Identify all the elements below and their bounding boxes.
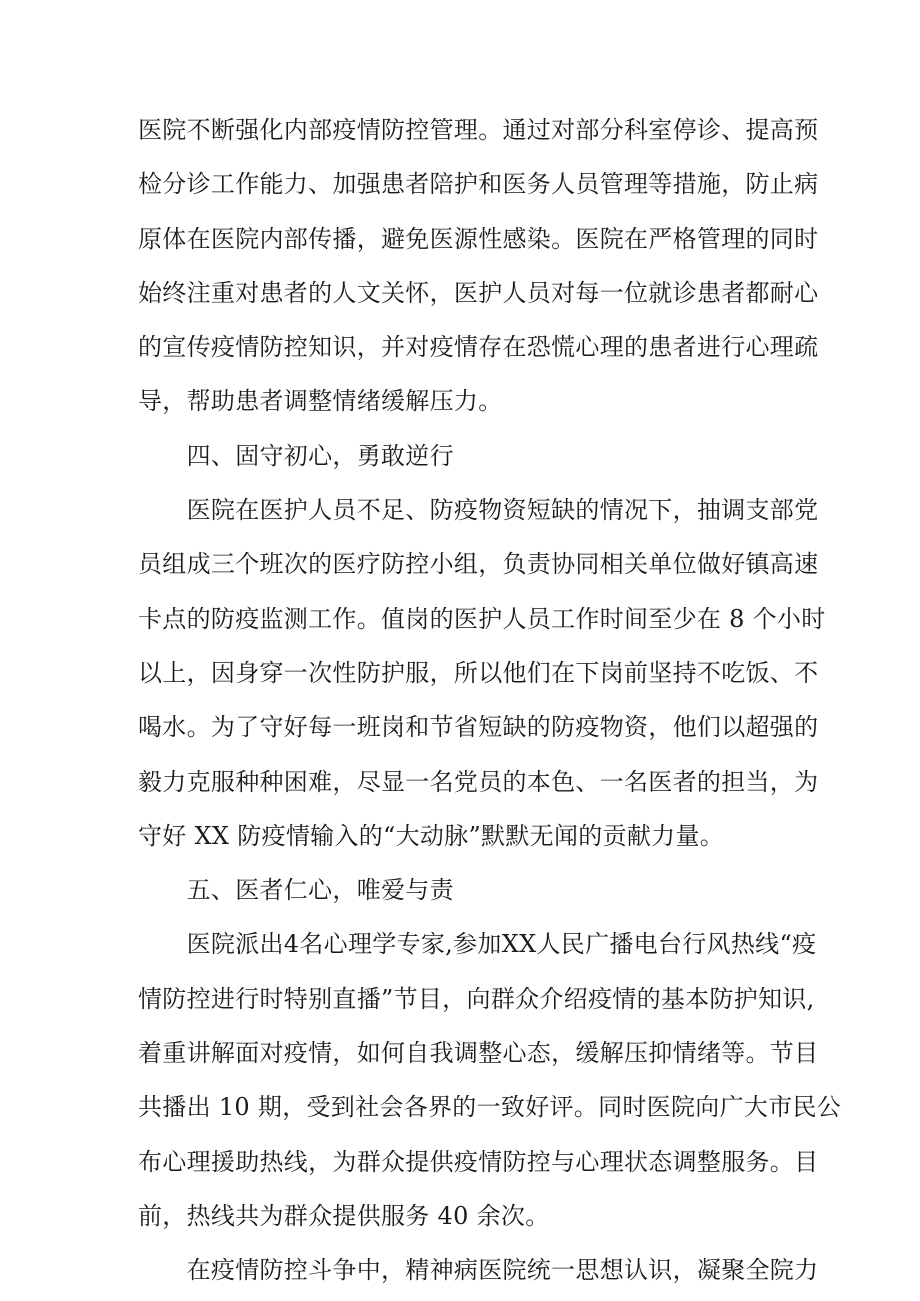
text-line: 以上，因身穿一次性防护服，所以他们在下岗前坚持不吃饭、不	[138, 658, 819, 687]
text-line: 员组成三个班次的医疗防控小组，负责协同相关单位做好镇高速	[138, 550, 819, 579]
paragraph-conclusion	[138, 1243, 819, 1297]
text-line: 在疫情防控斗争中，精神病医院统一思想认识，凝聚全院力	[138, 1256, 819, 1285]
text-line: 守好 XX 防疫情输入的“大动脉”默默无闻的贡献力量。	[138, 821, 725, 850]
text-line: 共播出 10 期，受到社会各界的一致好评。同时医院向广大市民公	[138, 1093, 842, 1122]
paragraph-infection-control	[138, 103, 819, 429]
paragraph-retrograde	[138, 483, 826, 863]
text-line: 喝水。为了守好每一班岗和节省短缺的防疫物资，他们以超强的	[138, 713, 819, 742]
text-line: 毅力克服种种困难，尽显一名党员的本色、一名医者的担当，为	[138, 767, 819, 796]
text-line: 医院不断强化内部疫情防控管理。通过对部分科室停诊、提高预	[138, 116, 819, 144]
text-line: 的宣传疫情防控知识，并对疫情存在恐慌心理的患者进行心理疏	[138, 333, 819, 362]
section-heading-five	[138, 863, 794, 917]
text-line: 检分诊工作能力、加强患者陪护和医务人员管理等措施，防止病	[138, 170, 819, 199]
text-line: 始终注重对患者的人文关怀，医护人员对每一位就诊患者都耐心	[138, 278, 819, 307]
text-line: 布心理援助热线，为群众提供疫情防控与心理状态调整服务。目	[138, 1147, 819, 1176]
text-line: 导，帮助患者调整情绪缓解压力。	[138, 387, 503, 416]
text-line: 原体在医院内部传播，避免医源性感染。医院在严格管理的同时	[138, 224, 819, 253]
paragraph-psychology-experts	[138, 917, 842, 1243]
heading-text: 四、固守初心，勇敢逆行	[138, 441, 454, 470]
text-line: 前，热线共为群众提供服务 40 余次。	[138, 1201, 550, 1230]
heading-text: 五、医者仁心，唯爱与责	[138, 876, 454, 905]
text-line: 医院派出4名心理学专家,参加XX人民广播电台行风热线“疫	[138, 930, 817, 959]
text-line: 卡点的防疫监测工作。值岗的医护人员工作时间至少在 8 个小时	[138, 604, 826, 633]
document-body	[138, 103, 842, 1298]
section-heading-four	[138, 429, 794, 483]
text-line: 医院在医护人员不足、防疫物资短缺的情况下，抽调支部党	[138, 496, 819, 525]
text-line: 着重讲解面对疫情，如何自我调整心态，缓解压抑情绪等。节目	[138, 1039, 819, 1068]
text-line: 情防控进行时特别直播”节目，向群众介绍疫情的基本防护知识,	[138, 984, 815, 1013]
